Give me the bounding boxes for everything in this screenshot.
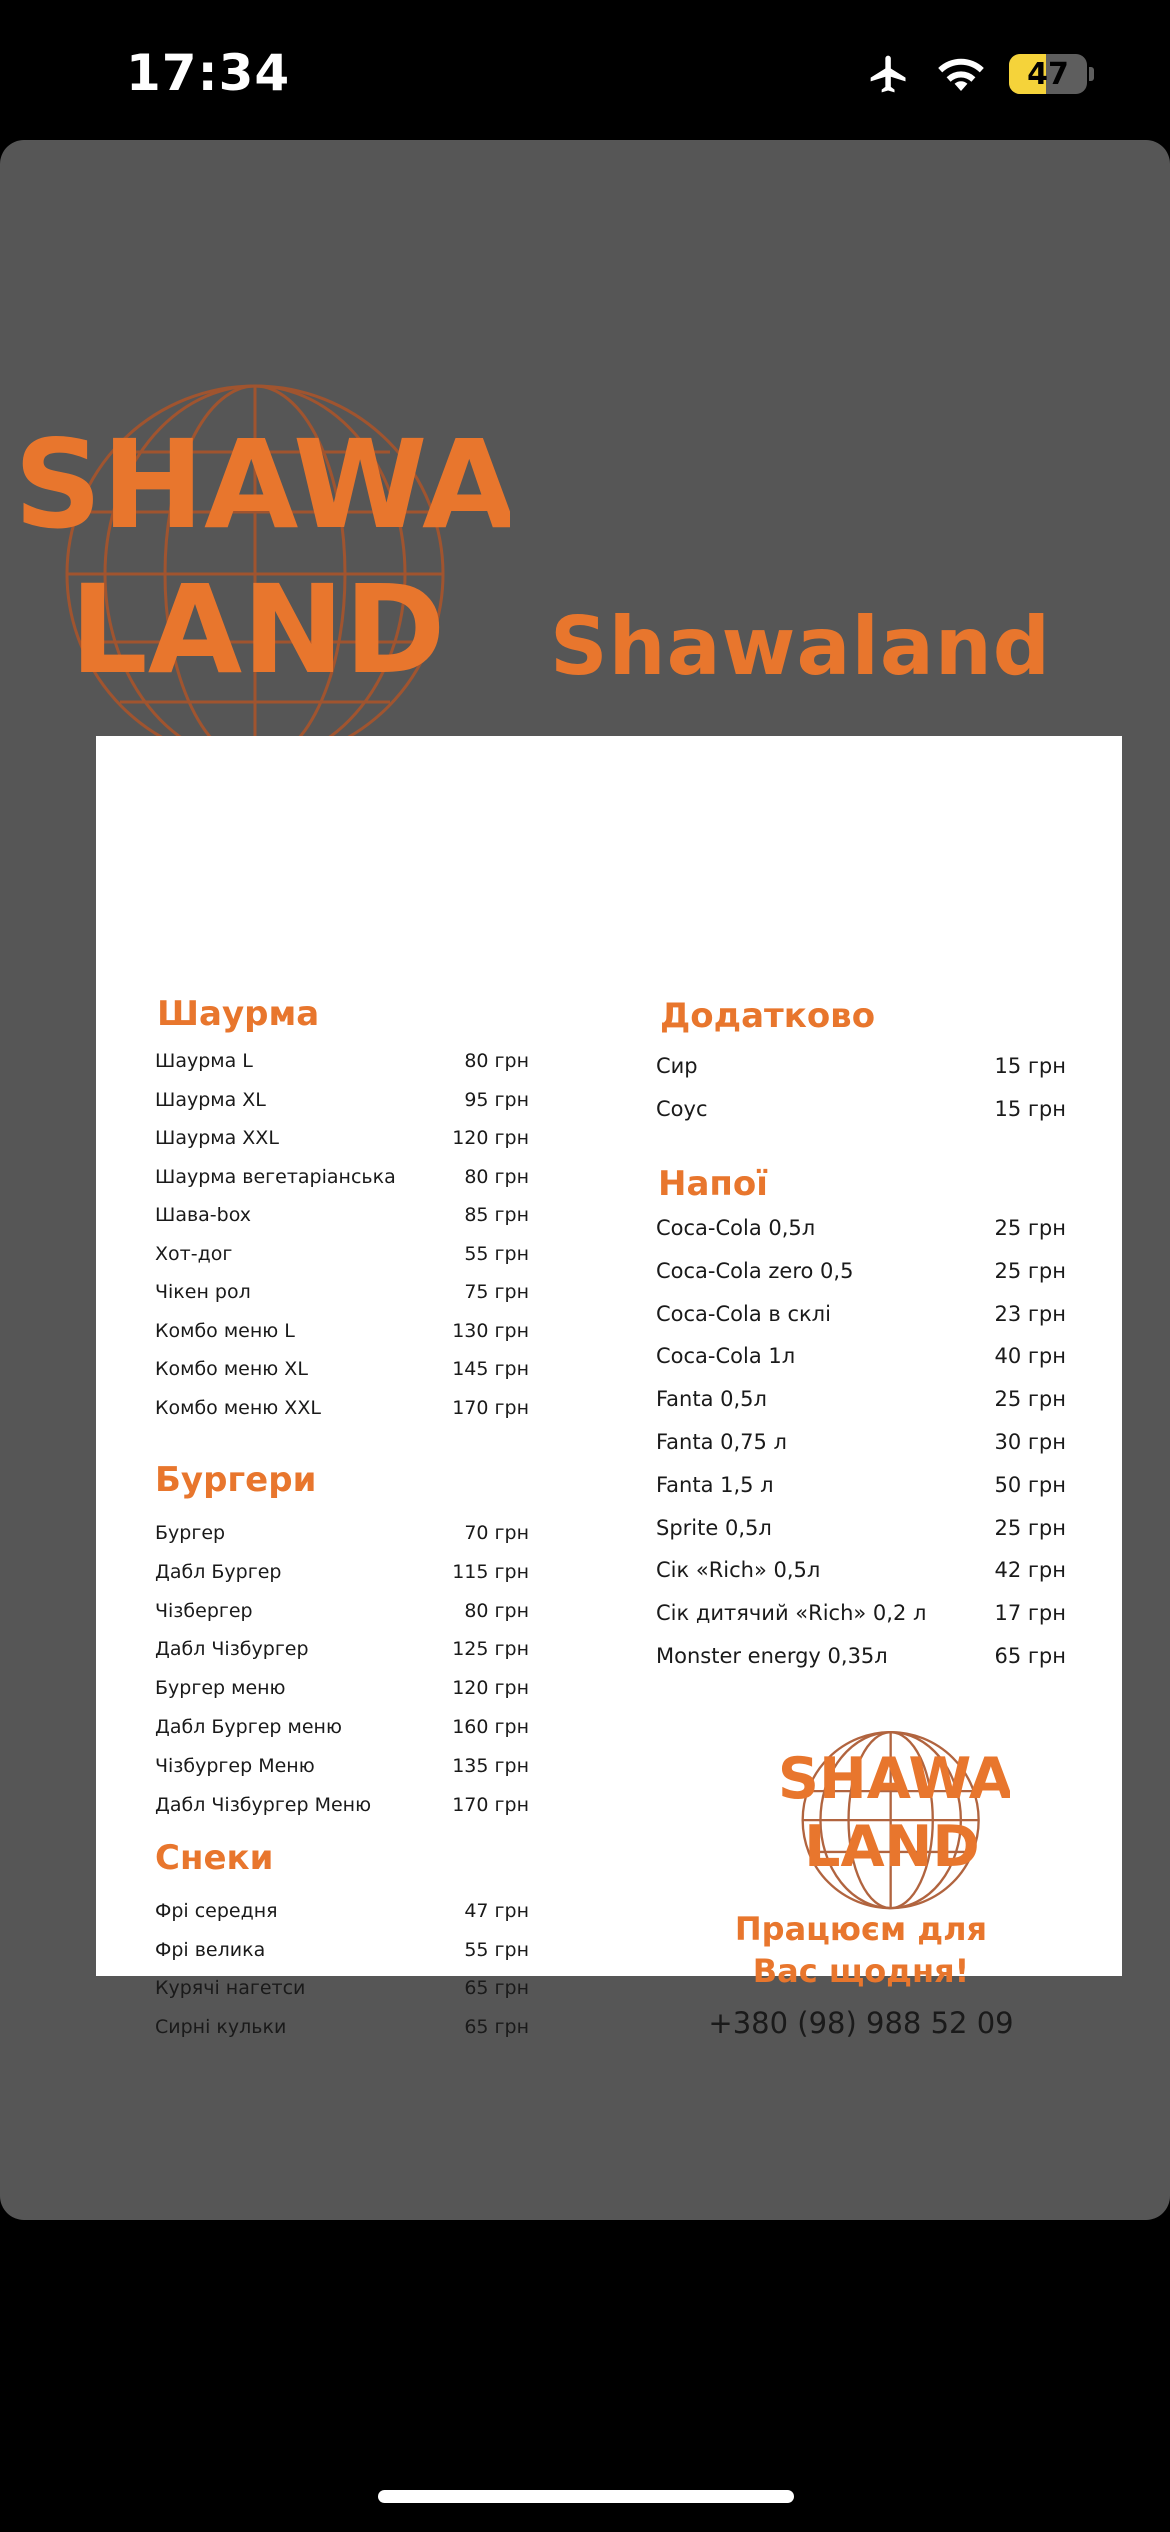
menu-item-price: 65 грн — [994, 1644, 1066, 1668]
menu-item-name: Coca-Cola 1л — [656, 1344, 796, 1369]
menu-item-row — [155, 1755, 529, 1777]
menu-item-price: 170 грн — [452, 1396, 529, 1419]
menu-item-name: Шаурма XL — [155, 1088, 266, 1111]
menu-item-name: Coca-Cola zero 0,5 — [656, 1258, 854, 1283]
svg-text:SHAWA: SHAWA — [777, 1746, 1010, 1813]
wifi-icon — [935, 54, 987, 94]
menu-item-price: 65 грн — [464, 2015, 529, 2038]
menu-item-row — [155, 1939, 529, 1961]
menu-item-price: 17 грн — [994, 1601, 1066, 1626]
menu-item-name: Дабл Бургер — [155, 1560, 282, 1583]
section-title-burgers: Бургери — [155, 1460, 317, 1500]
menu-item-row — [155, 1204, 529, 1226]
menu-item-row — [155, 1638, 529, 1660]
menu-item-row — [656, 1516, 1066, 1540]
menu-item-name: Шава-box — [155, 1204, 252, 1226]
menu-item-row — [155, 1050, 529, 1072]
menu-item-row — [155, 1320, 529, 1342]
menu-item-row — [155, 1166, 529, 1188]
menu-item-row — [656, 1054, 1066, 1078]
menu-item-price: 145 грн — [452, 1358, 529, 1380]
menu-item-row — [656, 1344, 1066, 1368]
menu-item-row — [155, 1677, 529, 1699]
menu-item-price: 160 грн — [452, 1716, 529, 1738]
menu-item-name: Coca-Cola 0,5л — [656, 1216, 816, 1240]
menu-item-row — [155, 1358, 529, 1380]
section-title-shawarma: Шаурма — [157, 994, 320, 1034]
menu-item-price: 25 грн — [994, 1387, 1066, 1412]
menu-item-row — [155, 1522, 529, 1544]
brand-logo-large — [10, 382, 510, 779]
svg-text:SHAWA: SHAWA — [14, 414, 510, 556]
menu-item-row — [155, 1977, 529, 1999]
menu-item-name: Сік «Rich» 0,5л — [656, 1558, 821, 1583]
menu-item-row — [155, 2016, 529, 2038]
menu-item-row — [656, 1644, 1066, 1668]
menu-item-name: Fanta 0,5л — [656, 1387, 767, 1412]
section-title-snacks: Снеки — [155, 1838, 274, 1878]
menu-item-name: Чікен рол — [155, 1281, 251, 1303]
menu-item-row — [155, 1561, 529, 1583]
menu-item-row — [155, 1794, 529, 1816]
battery-percent: 47 — [1027, 56, 1069, 92]
menu-item-price: 15 грн — [994, 1054, 1066, 1078]
menu-item-price: 80 грн — [464, 1599, 529, 1622]
menu-item-name: Sprite 0,5л — [656, 1515, 772, 1540]
status-bar — [0, 0, 1170, 140]
menu-item-row — [656, 1558, 1066, 1582]
menu-item-price: 25 грн — [994, 1515, 1066, 1540]
menu-item-price: 47 грн — [464, 1900, 529, 1922]
brand-logo-small — [776, 1730, 1010, 1919]
menu-item-price: 70 грн — [464, 1522, 529, 1544]
menu-item-price: 30 грн — [994, 1430, 1066, 1454]
menu-item-price: 25 грн — [994, 1216, 1066, 1240]
menu-item-name: Fanta 0,75 л — [656, 1430, 787, 1454]
menu-item-name: Фрі середня — [155, 1900, 278, 1922]
menu-item-name: Чізбергер — [155, 1599, 253, 1622]
menu-item-price: 170 грн — [452, 1793, 529, 1816]
menu-item-row — [155, 1127, 529, 1149]
menu-item-name: Фрі велика — [155, 1938, 266, 1961]
menu-item-row — [155, 1281, 529, 1303]
menu-item-name: Сирні кульки — [155, 2015, 287, 2038]
menu-item-price: 55 грн — [464, 1938, 529, 1961]
tagline-line-2: Вас щодня! — [752, 1952, 970, 1990]
menu-item-row — [656, 1430, 1066, 1454]
menu-item-price: 50 грн — [994, 1472, 1066, 1497]
menu-item-price: 80 грн — [464, 1165, 529, 1188]
menu-item-name: Fanta 1,5 л — [656, 1472, 774, 1497]
menu-item-name: Дабл Чізбургер — [155, 1638, 309, 1661]
menu-item-name: Дабл Чізбургер Меню — [155, 1793, 372, 1816]
menu-item-price: 135 грн — [452, 1754, 529, 1777]
menu-item-row — [656, 1259, 1066, 1283]
menu-item-price: 115 грн — [452, 1560, 529, 1583]
menu-item-name: Сир — [656, 1054, 698, 1078]
home-indicator[interactable] — [378, 2490, 794, 2503]
brand-title: Shawaland — [550, 600, 1052, 693]
menu-item-name: Шаурма вегетаріанська — [155, 1165, 396, 1188]
menu-item-price: 75 грн — [464, 1281, 529, 1303]
battery-nub — [1089, 67, 1094, 81]
tagline-line-1: Працюєм для — [734, 1910, 988, 1948]
menu-item-row — [155, 1900, 529, 1922]
menu-item-name: Coca-Cola в склі — [656, 1301, 831, 1326]
menu-item-name: Шаурма L — [155, 1050, 253, 1072]
menu-item-row — [155, 1397, 529, 1419]
menu-item-row — [656, 1473, 1066, 1497]
menu-item-row — [155, 1243, 529, 1265]
menu-item-price: 55 грн — [464, 1242, 529, 1265]
menu-item-price: 80 грн — [464, 1050, 529, 1072]
menu-item-price: 120 грн — [452, 1127, 529, 1149]
svg-text:LAND: LAND — [804, 1813, 980, 1880]
phone-number: +380 (98) 988 52 09 — [708, 2006, 1014, 2040]
menu-item-row — [656, 1601, 1066, 1625]
menu-item-price: 25 грн — [994, 1258, 1066, 1283]
airplane-icon — [865, 52, 913, 96]
section-title-extras: Додатково — [660, 996, 876, 1036]
menu-item-name: Бургер меню — [155, 1677, 286, 1700]
menu-item-price: 15 грн — [994, 1096, 1066, 1121]
menu-item-price: 85 грн — [464, 1204, 529, 1226]
menu-item-name: Комбо меню XL — [155, 1358, 308, 1380]
menu-item-row — [656, 1097, 1066, 1121]
menu-item-name: Бургер — [155, 1522, 226, 1544]
status-time: 17:34 — [126, 44, 291, 102]
menu-item-price: 125 грн — [452, 1638, 529, 1661]
status-icons — [865, 52, 1094, 96]
menu-item-row — [155, 1716, 529, 1738]
menu-item-price: 23 грн — [994, 1301, 1066, 1326]
menu-item-name: Комбо меню XXL — [155, 1396, 321, 1419]
menu-item-name: Monster energy 0,35л — [656, 1644, 888, 1668]
menu-item-name: Сік дитячий «Rich» 0,2 л — [656, 1601, 927, 1626]
menu-item-name: Комбо меню L — [155, 1319, 295, 1342]
menu-item-name: Курячі нагетси — [155, 1977, 306, 1999]
menu-item-name: Шаурма XXL — [155, 1127, 279, 1149]
menu-item-row — [656, 1387, 1066, 1411]
menu-item-row — [656, 1216, 1066, 1240]
menu-item-name: Дабл Бургер меню — [155, 1716, 342, 1738]
menu-item-name: Чізбургер Меню — [155, 1754, 315, 1777]
menu-item-price: 42 грн — [994, 1558, 1066, 1583]
menu-item-row — [155, 1600, 529, 1622]
menu-item-price: 130 грн — [452, 1319, 529, 1342]
menu-item-name: Хот-дог — [155, 1242, 233, 1265]
menu-item-name: Соус — [656, 1096, 708, 1121]
menu-item-price: 65 грн — [464, 1977, 529, 1999]
svg-text:LAND: LAND — [70, 559, 446, 701]
section-title-drinks: Напої — [658, 1164, 768, 1204]
menu-item-row — [155, 1089, 529, 1111]
battery-icon — [1009, 54, 1087, 94]
menu-item-price: 120 грн — [452, 1677, 529, 1700]
menu-item-price: 40 грн — [994, 1344, 1066, 1369]
menu-item-row — [656, 1302, 1066, 1326]
menu-item-price: 95 грн — [464, 1088, 529, 1111]
image-viewer[interactable] — [0, 140, 1170, 2220]
